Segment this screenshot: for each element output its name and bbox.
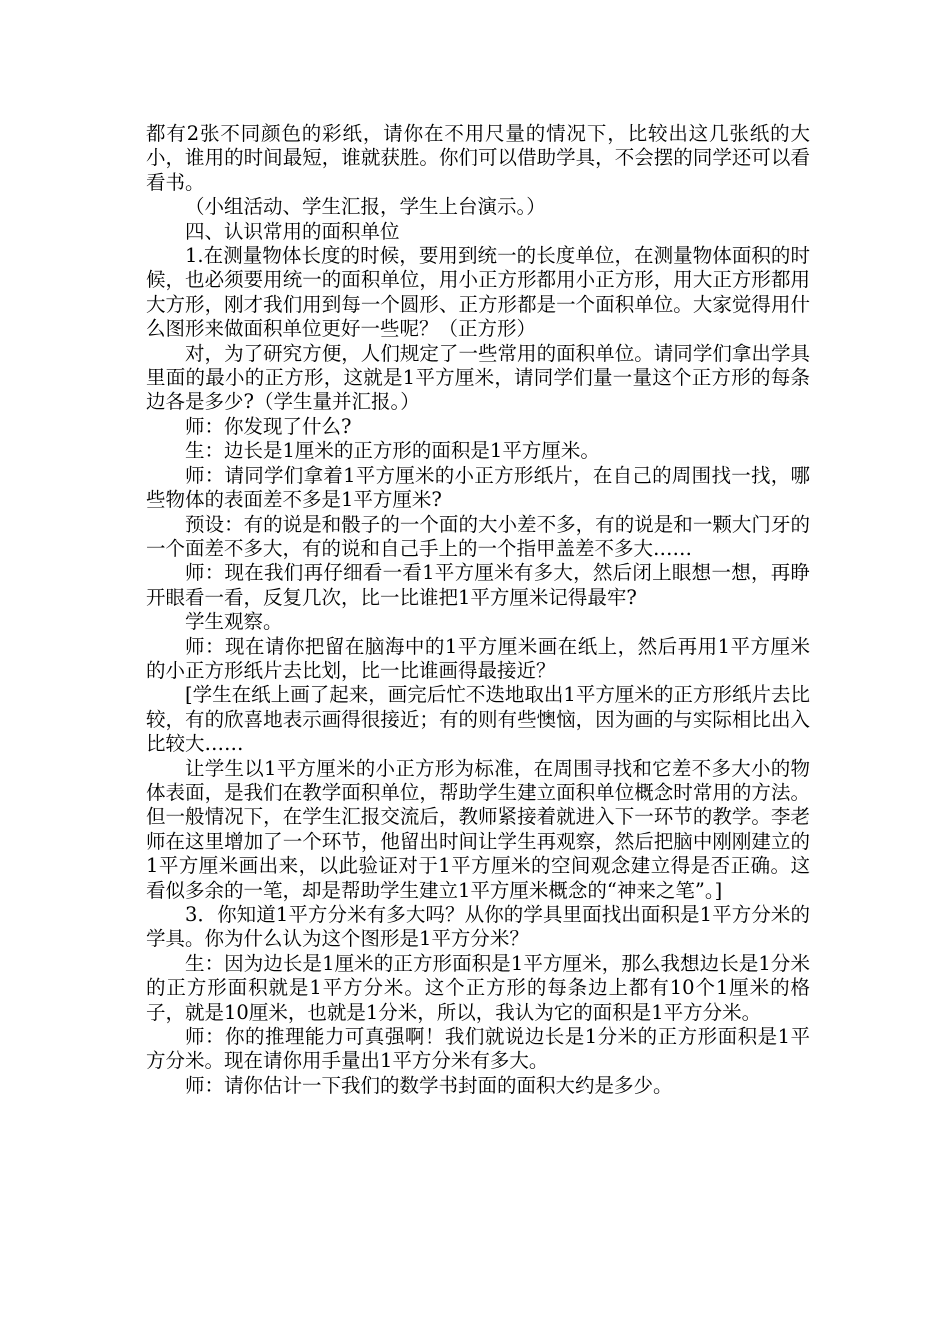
paragraph: 让学生以1平方厘米的小正方形为标准，在周围寻找和它差不多大小的物体表面，是我们在教学面积单位，帮助学生建立面积单位概念时常用的方法。但一般情况下，在学生汇报交流后，教师紧接着就进入下一环节的教学。李老师在这里增加了一个环节，他留出时间让学生再观察，然后把脑中刚刚建立的1平方厘米画出来，以此验证对于1平方厘米的空间观念建立得是否正确。这看似多余的一笔，却是帮助学生建立1平方厘米概念的“神来之笔”。]: [146, 756, 810, 902]
paragraph: 对，为了研究方便，人们规定了一些常用的面积单位。请同学们拿出学具里面的最小的正方形，这就是1平方厘米，请同学们量一量这个正方形的每条边各是多少?（学生量并汇报。）: [146, 341, 810, 414]
dialogue-line: 师：现在我们再仔细看一看1平方厘米有多大，然后闭上眼想一想，再睁开眼看一看，反复几次，比一比谁把1平方厘米记得最牢?: [146, 561, 810, 609]
dialogue-line: 师：现在请你把留在脑海中的1平方厘米画在纸上，然后再用1平方厘米的小正方形纸片去比划，比一比谁画得最接近？: [146, 634, 810, 682]
paragraph: 1.在测量物体长度的时候，要用到统一的长度单位，在测量物体面积的时候，也必须要用统一的面积单位，用小正方形都用小正方形，用大正方形都用大方形，刚才我们用到每一个圆形、正方形都是一个面积单位。大家觉得用什么图形来做面积单位更好一些呢？（正方形）: [146, 244, 810, 341]
paragraph: [学生在纸上画了起来，画完后忙不迭地取出1平方厘米的正方形纸片去比较，有的欣喜地表示画得很接近；有的则有些懊恼，因为画的与实际相比出入比较大……: [146, 683, 810, 756]
paragraph-continuation: 都有2张不同颜色的彩纸，请你在不用尺量的情况下，比较出这几张纸的大小，谁用的时间最短，谁就获胜。你们可以借助学具，不会摆的同学还可以看看书。: [146, 122, 810, 194]
dialogue-line: 生：因为边长是1厘米的正方形面积是1平方厘米，那么我想边长是1分米的正方形面积就是1平方分米。这个正方形的每条边上都有10个1厘米的格子，就是10厘米，也就是1分米，所以，我认为它的面积是1平方分米。: [146, 951, 810, 1024]
paragraph: 学生观察。: [185, 610, 283, 634]
paragraph: 预设：有的说是和骰子的一个面的大小差不多，有的说是和一颗大门牙的一个面差不多大，有的说和自己手上的一个指甲盖差不多大……: [146, 512, 810, 560]
dialogue-line: 师：请同学们拿着1平方厘米的小正方形纸片，在自己的周围找一找，哪些物体的表面差不多是1平方厘米?: [146, 463, 810, 512]
paragraph: 3．你知道1平方分米有多大吗？从你的学具里面找出面积是1平方分米的学具。你为什么认为这个图形是1平方分米？: [146, 903, 810, 951]
dialogue-line: 师：你发现了什么?: [185, 414, 352, 438]
dialogue-line: 生：边长是1厘米的正方形的面积是1平方厘米。: [185, 439, 600, 463]
section-heading: 四、认识常用的面积单位: [185, 219, 400, 243]
dialogue-line: 师：请你估计一下我们的数学书封面的面积大约是多少。: [185, 1073, 673, 1097]
paragraph-activity-note: （小组活动、学生汇报，学生上台演示。）: [185, 195, 546, 219]
document-page: [146, 122, 810, 1098]
dialogue-line: 师：你的推理能力可真强啊！我们就说边长是1分米的正方形面积是1平方分米。现在请你用手量出1平方分米有多大。: [146, 1025, 810, 1073]
